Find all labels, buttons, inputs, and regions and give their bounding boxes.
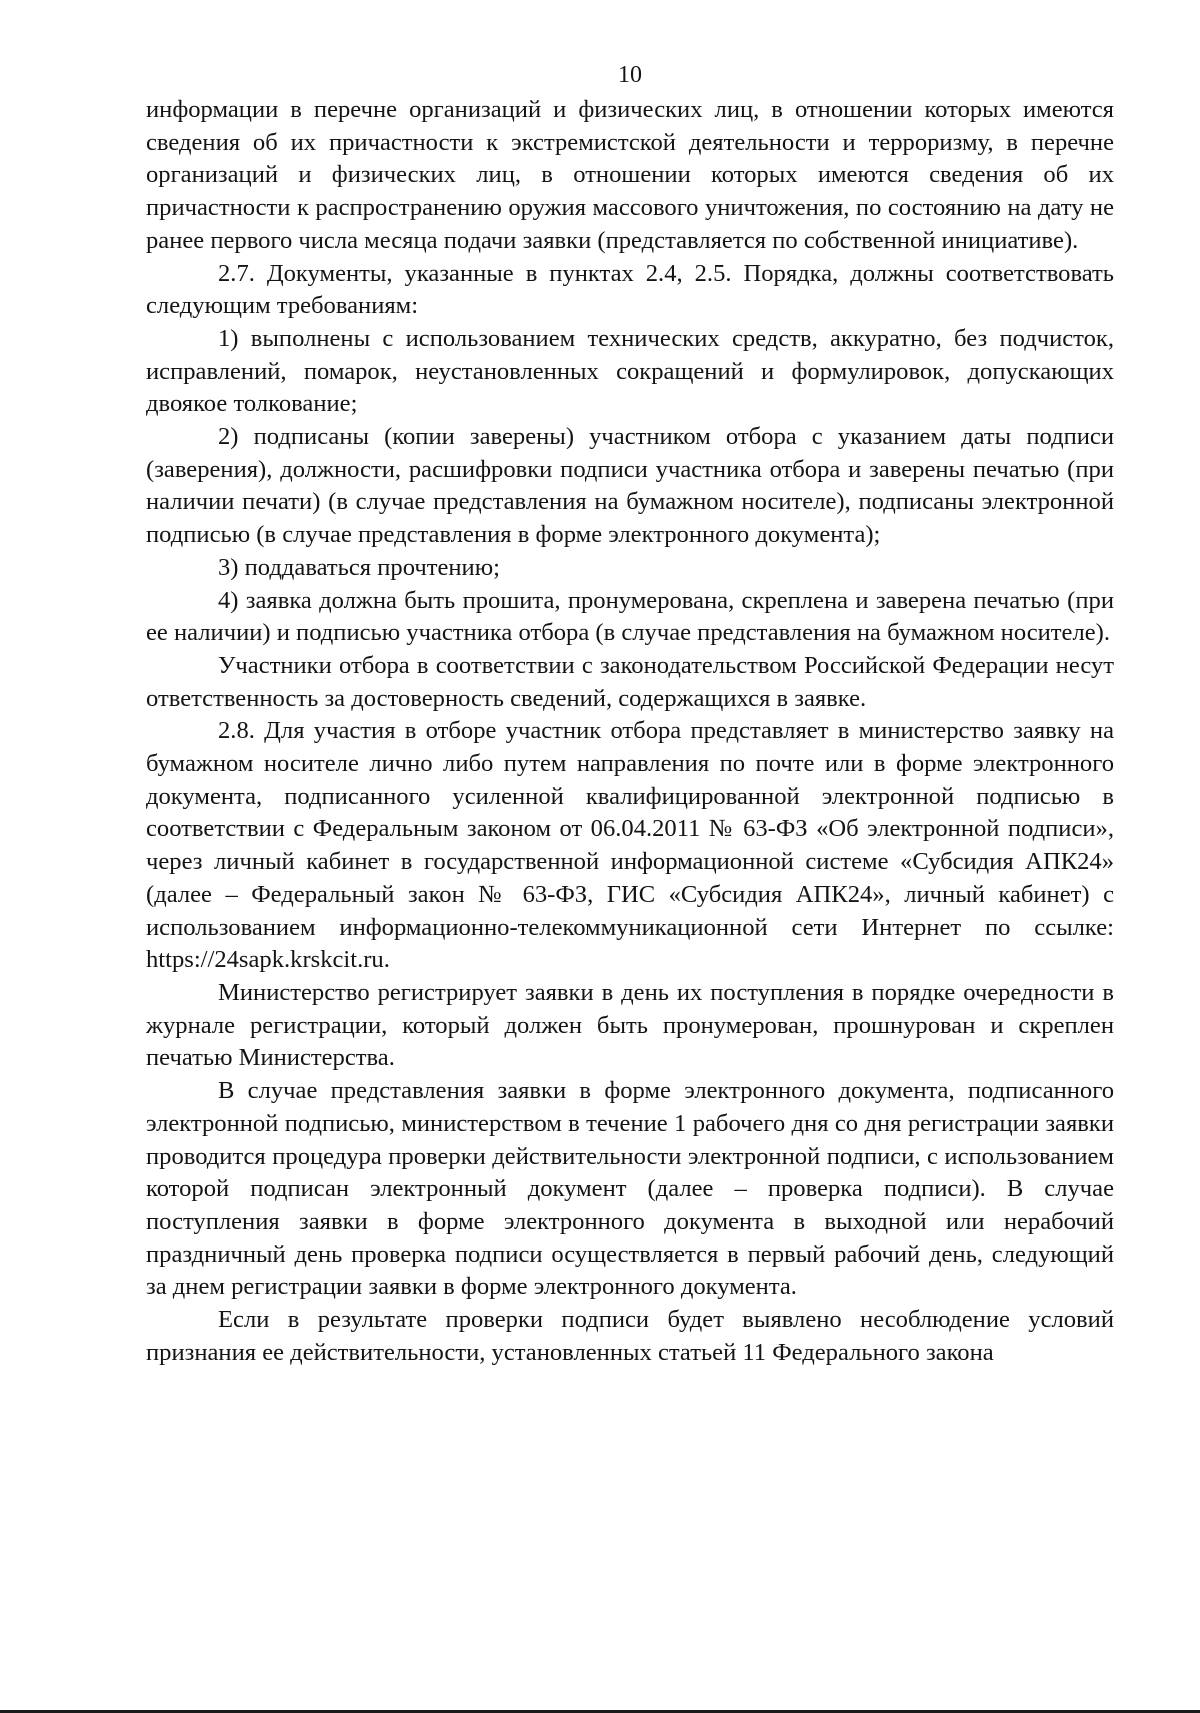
paragraph-2-7: 2.7. Документы, указанные в пунктах 2.4, 2.5. Порядка, должны соответствовать следующим требованиям: [146, 259, 1114, 320]
list-item-1: 1) выполнены с использованием технических средств, аккуратно, без подчисток, исправлений, помарок, неустановленных сокращений и формулировок, допускающих двоякое толкование; [146, 324, 1114, 418]
document-body [146, 94, 1114, 1369]
list-item-3: 3) поддаваться прочтению; [218, 553, 500, 581]
paragraph-registration: Министерство регистрирует заявки в день их поступления в порядке очередности в журнале регистрации, который должен быть пронумерован, прошнурован и скреплен печатью Министерства. [146, 978, 1114, 1072]
paragraph-check-result: Если в результате проверки подписи будет выявлено несоблюдение условий признания ее действительности, установленных статьей 11 Федерального закона [146, 1306, 1114, 1366]
list-item-2: 2) подписаны (копии заверены) участником отбора с указанием даты подписи (заверения), должности, расшифровки подписи участника отбора и заверены печатью (при наличии печати) (в случае представления на бумажном носителе), подписаны электронной подписью (в случае представления в форме электронного документа); [146, 423, 1114, 549]
paragraph: информации в перечне организаций и физических лиц, в отношении которых имеются сведения об их причастности к экстремистской деятельности и терроризму, в перечне организаций и физических лиц, в отношении которых имеются сведения об их причастности к распространению оружия массового уничтожения, по состоянию на дату не ранее первого числа месяца подачи заявки (представляется по собственной инициативе). [146, 96, 1114, 254]
page-number: 10 [618, 62, 642, 88]
paragraph-responsibility: Участники отбора в соответствии с законодательством Российской Федерации несут ответственность за достоверность сведений, содержащихся в заявке. [146, 651, 1114, 712]
paragraph-2-8: 2.8. Для участия в отборе участник отбора представляет в министерство заявку на бумажном носителе лично либо путем направления по почте или в форме электронного документа, подписанного усиленной квалифицированной электронной подписью в соответствии с Федеральным законом от 06.04.2011 № 63-ФЗ «Об электронной подписи», через личный кабинет в государственной информационной системе «Субсидия АПК24» (далее – Федеральный закон № 63-ФЗ, ГИС «Субсидия АПК24», личный кабинет) с использованием информационно-телекоммуникационной сети Интернет по ссылке: https://24sapk.krskcit.ru. [146, 717, 1114, 974]
paragraph-signature-check: В случае представления заявки в форме электронного документа, подписанного электронной подписью, министерством в течение 1 рабочего дня со дня регистрации заявки проводится процедура проверки действительности электронной подписи, с использованием которой подписан электронный документ (далее – проверка подписи). В случае поступления заявки в форме электронного документа в выходной или нерабочий праздничный день проверка подписи осуществляется в первый рабочий день, следующий за днем регистрации заявки в форме электронного документа. [146, 1077, 1114, 1301]
list-item-4: 4) заявка должна быть прошита, пронумерована, скреплена и заверена печатью (при ее наличии) и подписью участника отбора (в случае представления на бумажном носителе). [146, 586, 1114, 647]
